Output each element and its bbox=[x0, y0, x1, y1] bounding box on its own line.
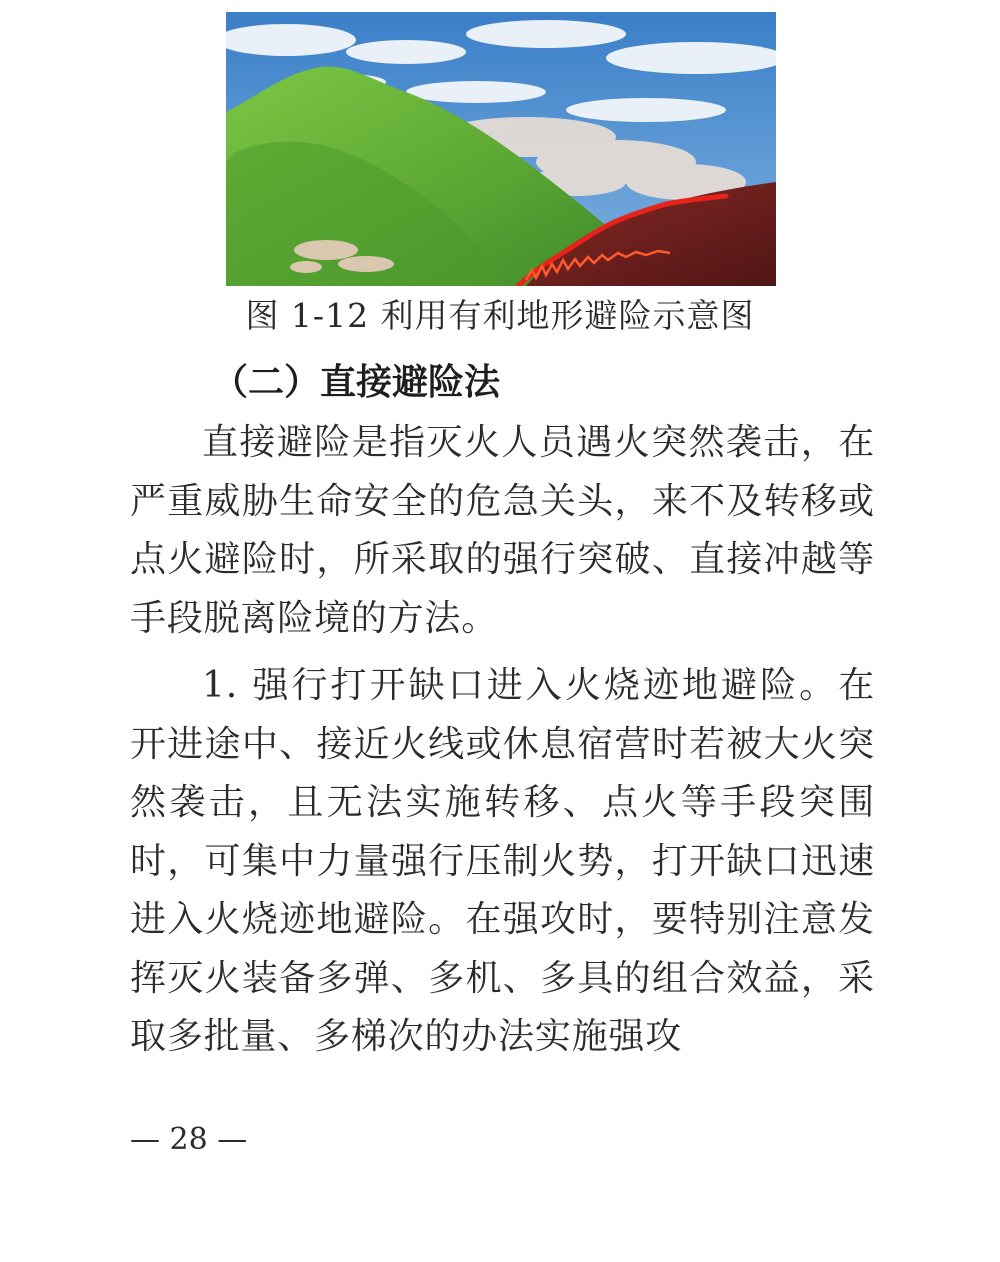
figure-illustration bbox=[226, 12, 776, 286]
body-paragraph-2: 1. 强行打开缺口进入火烧迹地避险。在开进途中、接近火线或休息宿营时若被大火突然袭击，且无法实施转移、点火等手段突围时，可集中力量强行压制火势，打开缺口迅速进入火烧迹地避险。在强攻时，要特别注意发挥灭火装备多弹、多机、多具的组合效益，采取多批量、多梯次的办法实施强攻 bbox=[130, 665, 875, 1057]
figure-caption: 图 1-12 利用有利地形避险示意图 bbox=[245, 296, 755, 335]
section-heading: （二）直接避险法 bbox=[212, 361, 501, 403]
terrain-fire-illustration bbox=[226, 12, 776, 286]
page-number: — 28 — bbox=[130, 1122, 248, 1157]
body-paragraph-1: 直接避险是指灭火人员遇火突然袭击，在严重威胁生命安全的危急关头，来不及转移或点火避险时，所采取的强行突破、直接冲越等手段脱离险境的方法。 bbox=[130, 422, 875, 639]
